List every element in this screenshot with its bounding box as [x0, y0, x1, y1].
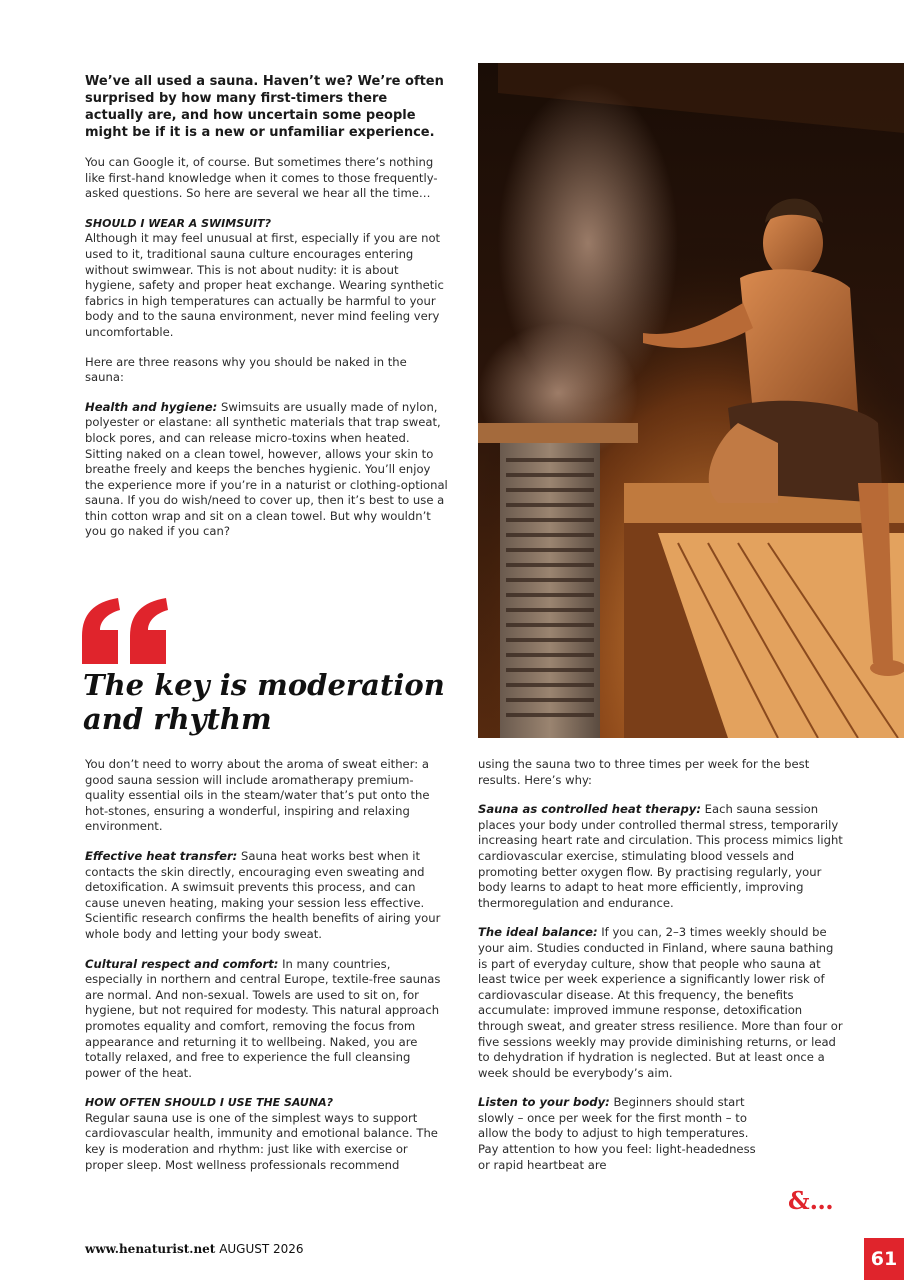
heat-term: Effective heat transfer:	[85, 848, 238, 863]
swimsuit-heading: SHOULD I WEAR A SWIMSUIT?	[85, 216, 272, 230]
therapy-text: Each sauna session places your body under controlled thermal stress, temporarily increasing heart rate and circulation. This process mimics light cardiovascular exercise, stimulating blood vessels and promoting better oxygen flow. By practising regularly, your body learns to adapt to heat more efficiently, improving thermoregulation and endurance.	[478, 802, 843, 910]
quote-mark-icon	[80, 598, 170, 666]
health-paragraph	[85, 400, 449, 540]
howoften-paragraph: Regular sauna use is one of the simplest ways to support cardiovascular health, immunity and emotional balance. The key is moderation and rhythm: just like with exercise or proper sleep. Most wellness professionals recommend	[85, 1110, 438, 1172]
health-term: Health and hygiene:	[85, 399, 218, 414]
health-text: Swimsuits are usually made of nylon, polyester or elastane: all synthetic materials that trap sweat, block pores, and can release micro-toxins when heated. Sitting naked on a clean towel, however, allows your skin to breathe freely and keeps the benches hygienic. You’ll enjoy the experience more if you’re in a naturist or clothing-optional sauna. If you do wish/need to cover up, then it’s best to use a thin cotton wrap and sit on a clean towel. But why wouldn’t you go naked if you can?	[85, 399, 448, 539]
listen-text: Beginners should start slowly – once per week for the first month – to allow the body to adjust to high temperatures. Pay attention to how you feel: light-headedness or rapid heartbeat are	[478, 1095, 756, 1172]
footer-date: AUGUST 2026	[219, 1242, 304, 1256]
intro-paragraph: You can Google it, of course. But sometimes there’s nothing like first-hand knowledge when it comes to those frequently-asked questions. So here are several we hear all the time…	[85, 155, 438, 201]
balance-term: The ideal balance:	[478, 925, 598, 940]
reasons-intro: Here are three reasons why you should be naked in the sauna:	[85, 354, 407, 385]
listen-term: Listen to your body:	[478, 1095, 610, 1110]
therapy-term: Sauna as controlled heat therapy:	[478, 802, 701, 817]
listen-paragraph	[478, 1095, 768, 1173]
heat-text: Sauna heat works best when it contacts the skin directly, encouraging even sweating and detoxification. A swimsuit prevents this process, and can cause uneven heating, making your session less effective. Scientific research confirms the health benefits of airing your whole body and letting your body sweat.	[85, 848, 441, 941]
footer-website: www.henaturist.net	[85, 1242, 216, 1256]
right-column	[478, 757, 843, 1187]
heat-paragraph	[85, 849, 449, 943]
balance-text: If you can, 2–3 times weekly should be your aim. Studies conducted in Finland, where sauna bathing is part of everyday culture, show that people who sauna at least twice per week experience a significantly lower risk of cardiovascular disease. At this frequency, the benefits accumulate: improved immune response, detoxification through sweat, and greater stress resilience. More than four or five sessions weekly may provide diminishing returns, or lead to dehydration if hydration is neglected. But at least once a week should be everybody’s aim.	[478, 925, 843, 1080]
aroma-paragraph: You don’t need to worry about the aroma of sweat either: a good sauna session will include aromatherapy premium-quality essential oils in the steam/water that’s put onto the hot-stones, ensuring a wonderful, inspiring and relaxing environment.	[85, 757, 430, 834]
sauna-photo	[478, 63, 904, 738]
continued-mark: &…	[788, 1186, 834, 1215]
culture-term: Cultural respect and comfort:	[85, 956, 279, 971]
swimsuit-paragraph: Although it may feel unusual at first, especially if you are not used to it, traditional sauna culture encourages entering without swimwear. This is not about nudity: it is about hygiene, safety and proper heat exchange. Wearing synthetic fabrics in high temperatures can actually be harmful to your body and to the sauna environment, never mind feeling very uncomfortable.	[85, 231, 444, 339]
balance-paragraph	[478, 925, 843, 1081]
page-number: 61	[864, 1238, 904, 1280]
howoften-heading: HOW OFTEN SHOULD I USE THE SAUNA?	[85, 1096, 333, 1110]
left-column-bottom	[85, 757, 449, 1187]
continued-paragraph: using the sauna two to three times per week for the best results. Here’s why:	[478, 757, 810, 787]
footer	[85, 1242, 304, 1256]
intro-lead: We’ve all used a sauna. Haven’t we? We’re often surprised by how many first-timers there actually are, and how uncertain some people might be if it is a new or unfamiliar experience.	[85, 74, 444, 140]
pull-quote: The key is moderation and rhythm	[83, 668, 445, 736]
culture-text: In many countries, especially in northern and central Europe, textile-free saunas are normal. And non-sexual. Towels are used to sit on, for hygiene, but not required for modesty. This natural approach promotes equality and comfort, removing the focus from appearance and returning it to wellbeing. Naked, you are totally relaxed, and free to experience the full cleansing power of the heat.	[85, 956, 441, 1080]
culture-paragraph	[85, 957, 449, 1082]
left-column-top	[85, 73, 449, 554]
therapy-paragraph	[478, 802, 843, 911]
